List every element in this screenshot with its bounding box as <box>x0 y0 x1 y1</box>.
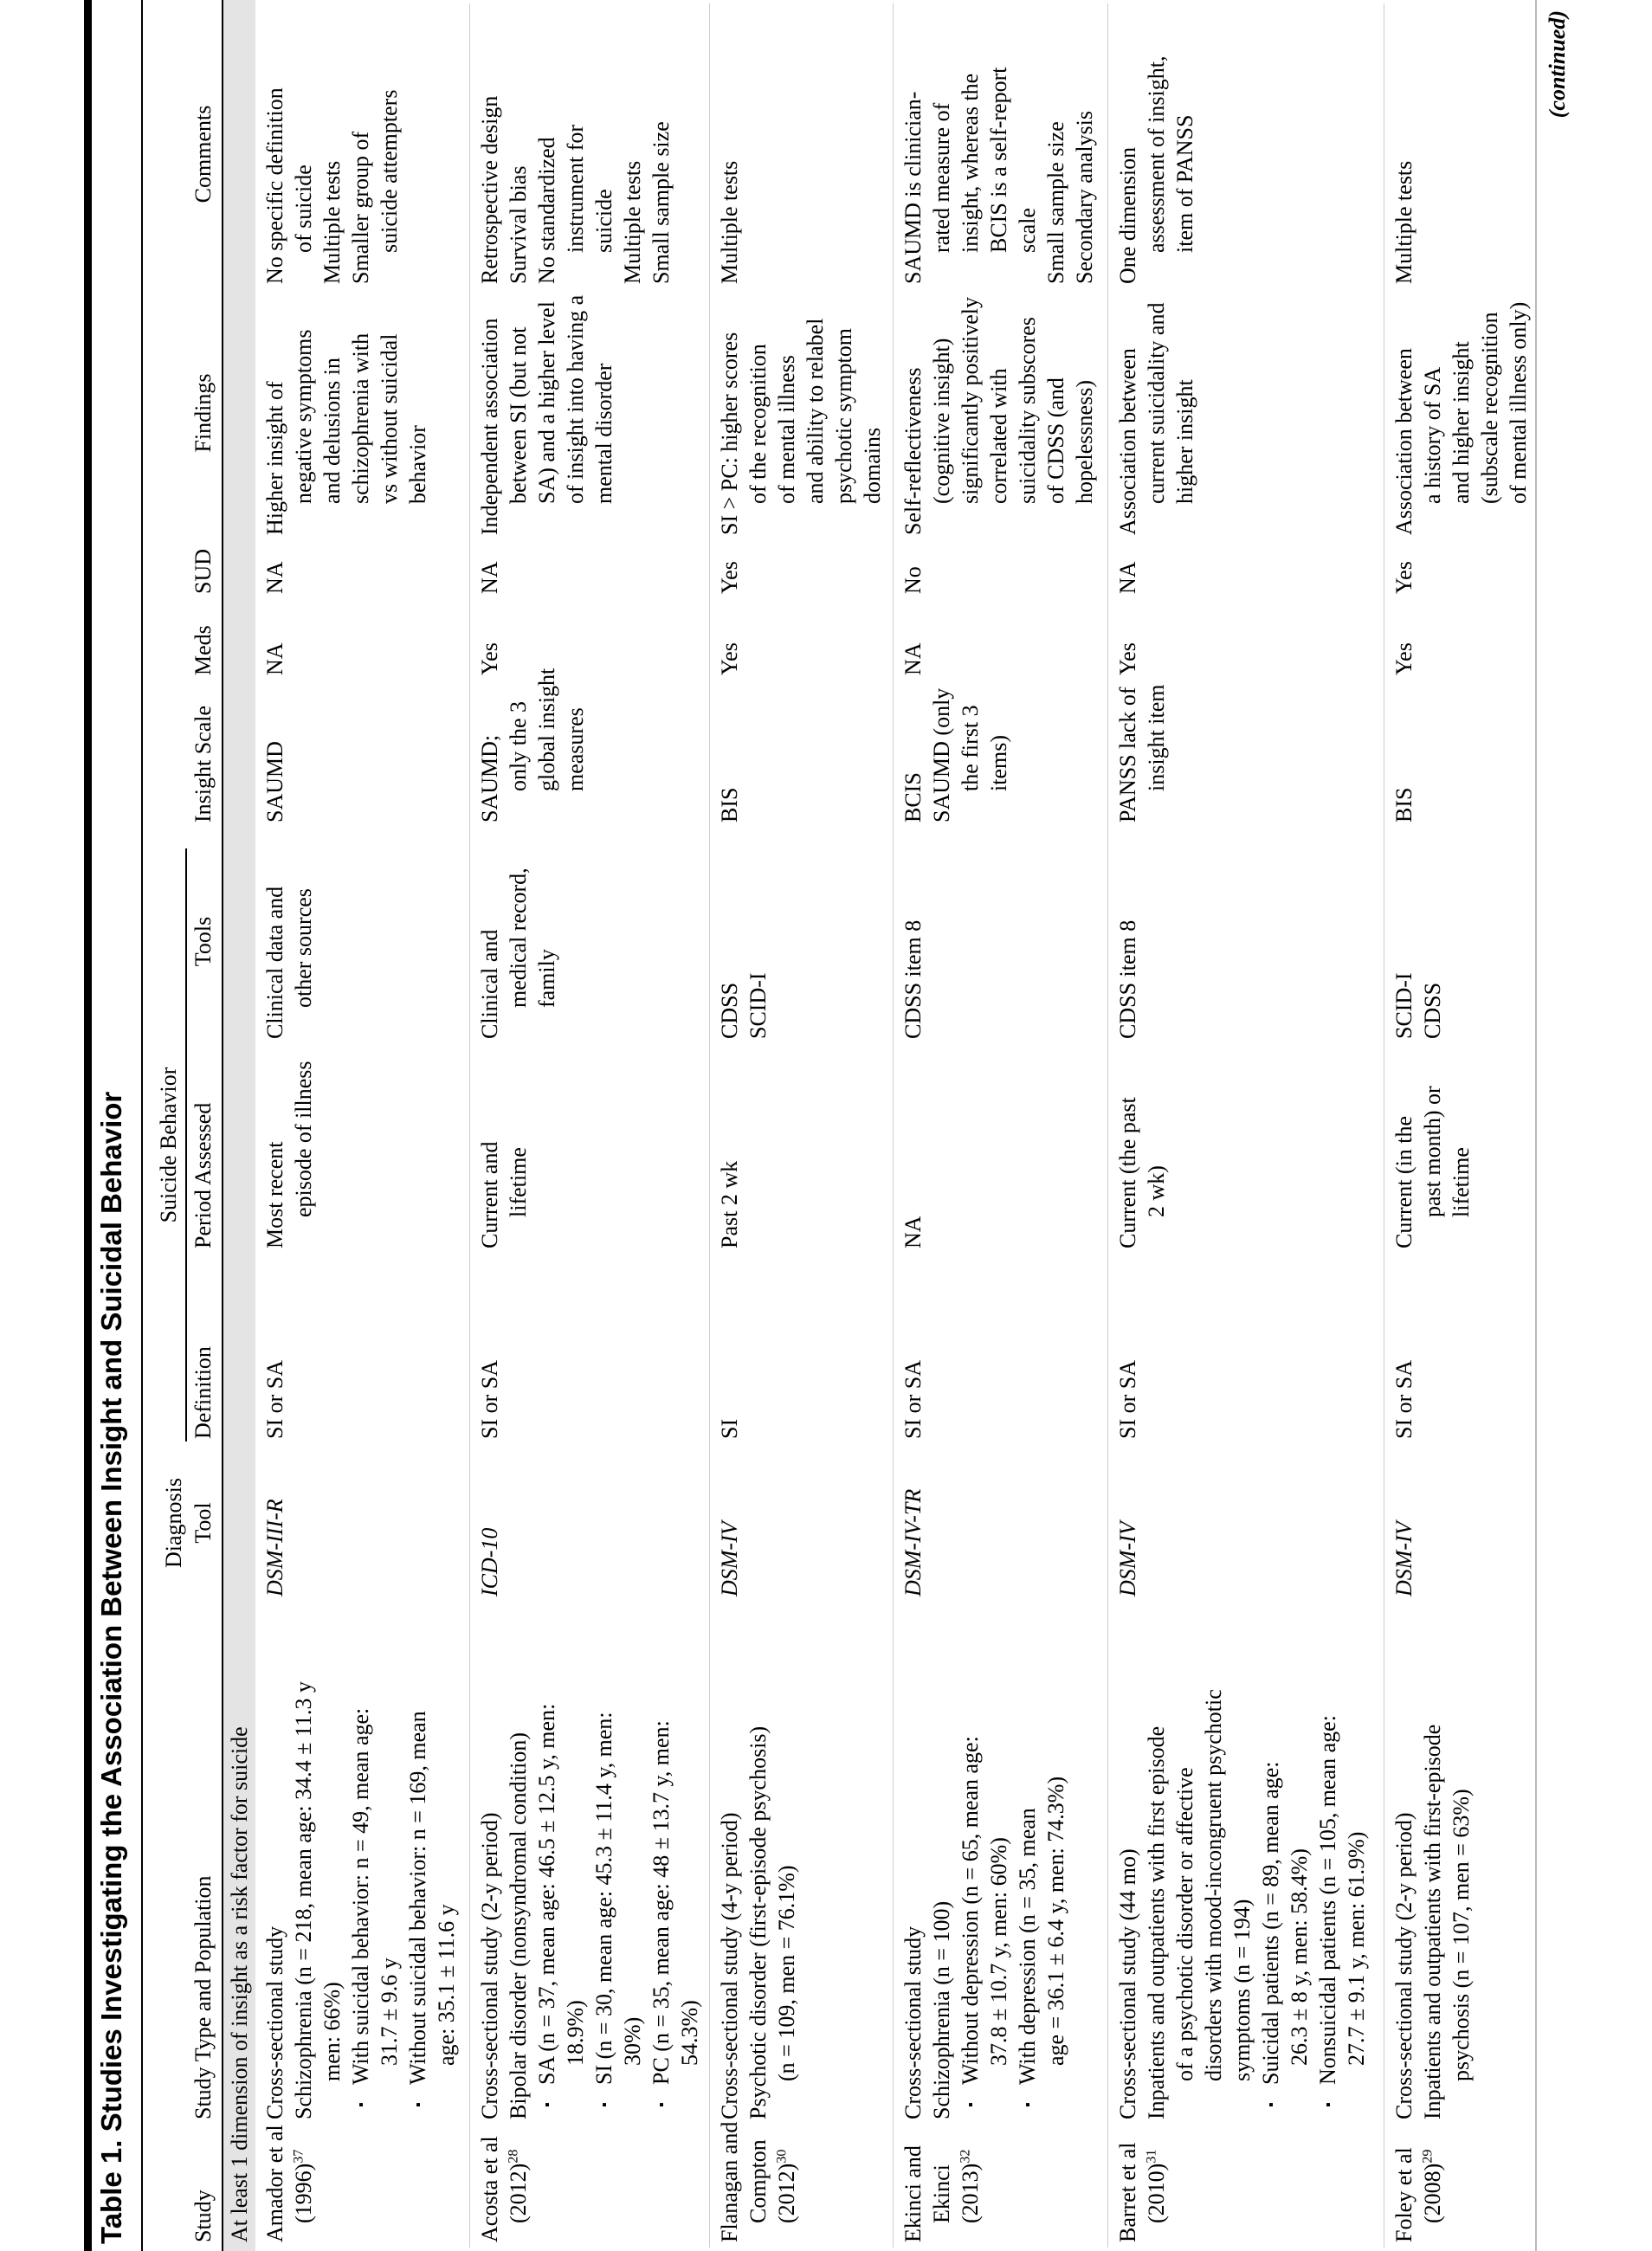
row-divider <box>469 3 470 2248</box>
cell-line: negative symptoms <box>291 329 316 504</box>
cell-line: episode of illness <box>291 1061 316 1217</box>
cell-sud-row5 <box>1390 540 1418 594</box>
cell-line: mental disorder <box>591 363 616 504</box>
cell-line: BCIS <box>900 772 926 822</box>
reference-superscript: 30 <box>774 2149 790 2164</box>
cell-comments-row5 <box>1390 37 1418 284</box>
bullet-square-icon: ▪ <box>354 2102 369 2107</box>
bullet-square-icon: ▪ <box>540 2102 555 2107</box>
cell-line: age: 35.1 ± 11.6 y <box>434 1904 459 2066</box>
cell-line: and higher insight <box>1449 341 1474 504</box>
cell-line: SAUMD; <box>477 734 502 822</box>
cell-findings-row2 <box>715 291 887 535</box>
cell-line: higher insight <box>1172 379 1197 504</box>
cell-diagnosis-row5 <box>1390 1449 1418 1596</box>
cell-line: instrument for <box>563 124 588 253</box>
cell-line: 30%) <box>620 2016 645 2066</box>
cell-comments-row2 <box>715 37 744 284</box>
reference-superscript: 31 <box>1144 2149 1159 2164</box>
reference-superscript: 32 <box>958 2149 973 2164</box>
bullet-square-icon: ▪ <box>597 2102 612 2107</box>
cell-line: BIS <box>1391 787 1416 822</box>
cell-line: CDSS <box>1420 982 1445 1039</box>
cell-line: Amador et al <box>262 2125 287 2242</box>
cell-tools-row1 <box>475 844 561 1039</box>
cell-line: Past 2 wk <box>717 1160 742 1248</box>
cell-line: Small sample size <box>649 121 674 284</box>
cell-line: NA <box>262 561 287 594</box>
cell-sud-row0 <box>261 540 289 594</box>
cell-study-row3 <box>899 2121 984 2242</box>
cell-line: Yes <box>717 642 742 675</box>
cell-insight-row3 <box>899 680 1013 822</box>
cell-insight-row2 <box>715 680 744 822</box>
column-header-definition: Definition <box>190 1346 216 1439</box>
cell-study-row1 <box>475 2121 532 2242</box>
cell-definition-row5 <box>1390 1270 1418 1439</box>
cell-population-row5 <box>1390 1619 1475 2119</box>
cell-line: (2013)$^{32}$ <box>958 2149 983 2223</box>
cell-line: Schizophrenia (n = 100) <box>929 1900 954 2119</box>
cell-findings-row4 <box>1113 291 1199 535</box>
cell-diagnosis-row3 <box>899 1449 927 1596</box>
cell-line: Multiple tests <box>717 160 742 284</box>
cell-line: Retrospective design <box>477 95 502 284</box>
cell-line: Clinical data and <box>262 886 287 1039</box>
cell-tools-row3 <box>899 844 927 1039</box>
table-bottom-rule <box>1535 0 1537 2251</box>
cell-population-row1 <box>475 1619 704 2119</box>
cell-line: SCID-I <box>745 972 771 1039</box>
cell-line: SAUMD is clinician- <box>900 91 926 284</box>
cell-line: (subscale recognition <box>1477 312 1502 504</box>
cell-line: ▪ SA (n = 37, mean age: 46.5 ± 12.5 y, men: <box>532 1619 561 2119</box>
cell-study-row0 <box>261 2121 318 2242</box>
cell-line: suicide <box>591 189 616 253</box>
column-header-diagnosis-line1: Diagnosis <box>161 1478 186 1568</box>
cell-population-row0 <box>261 1619 461 2119</box>
column-header-sud: SUD <box>190 548 216 594</box>
cell-line: DSM-IV <box>1391 1521 1416 1596</box>
cell-line: CDSS item 8 <box>1115 919 1140 1039</box>
cell-line: CDSS <box>717 982 742 1039</box>
cell-line: (2008)$^{29}$ <box>1420 2149 1445 2223</box>
cell-line: insight item <box>1144 684 1169 791</box>
cell-line: (1996)$^{37}$ <box>291 2149 316 2223</box>
cell-line: Association between <box>1115 348 1140 535</box>
cell-line: Multiple tests <box>1391 160 1416 284</box>
cell-findings-row0 <box>261 291 432 535</box>
cell-line: and ability to relabel <box>803 318 828 504</box>
cell-line: SI or SA <box>477 1359 502 1439</box>
cell-line: Yes <box>1115 642 1140 675</box>
cell-line: Self-reflectiveness <box>900 367 926 535</box>
cell-line: Independent association <box>477 318 502 535</box>
bullet-square-icon: ▪ <box>411 2102 426 2107</box>
cell-line: ▪ With depression (n = 35, mean <box>1013 1619 1042 2119</box>
cell-period-row5 <box>1390 1054 1475 1248</box>
cell-line: One dimension <box>1115 146 1140 284</box>
cell-line: Ekinci and <box>900 2145 926 2242</box>
cell-line: NA <box>900 642 926 675</box>
cell-line: Foley et al <box>1391 2147 1416 2242</box>
cell-insight-row0 <box>261 680 289 822</box>
cell-line: rated measure of <box>929 102 954 253</box>
bullet-square-icon: ▪ <box>655 2102 669 2107</box>
cell-meds-row3 <box>899 606 927 675</box>
cell-population-row4 <box>1113 1619 1371 2119</box>
cell-line: item of PANSS <box>1172 114 1197 253</box>
cell-line: Yes <box>717 561 742 594</box>
cell-line: schizophrenia with <box>348 332 373 504</box>
cell-comments-row3 <box>899 37 1099 284</box>
table-title: Table 1. Studies Investigating the Association Between Insight and Suicidal Behavior <box>95 1091 127 2244</box>
reference-superscript: 37 <box>291 2149 307 2164</box>
cell-line: 18.9%) <box>563 2000 588 2066</box>
cell-line: lifetime <box>1449 1147 1474 1217</box>
cell-definition-row0 <box>261 1270 289 1439</box>
cell-line: ▪ Without depression (n = 65, mean age: <box>956 1619 984 2119</box>
cell-line: suicidality subscores <box>1015 317 1040 504</box>
cell-line: measures <box>563 707 588 791</box>
cell-line: (cognitive insight) <box>929 338 954 504</box>
cell-line: of CDSS (and <box>1043 377 1068 504</box>
column-header-suicide-behavior: Suicide Behavior <box>156 1067 181 1223</box>
cell-line: PANSS lack of <box>1115 687 1140 822</box>
cell-line: SAUMD (only <box>929 687 954 822</box>
cell-findings-row1 <box>475 291 618 535</box>
cell-line: SA) and a higher level <box>534 301 559 504</box>
column-header-insight: Insight Scale <box>190 705 216 822</box>
cell-findings-row3 <box>899 291 1099 535</box>
cell-line: DSM-IV-TR <box>900 1488 926 1596</box>
cell-line: 26.3 ± 8 y, men: 58.4%) <box>1287 1848 1312 2066</box>
cell-line: 37.8 ± 10.7 y, men: 60%) <box>986 1837 1011 2066</box>
cell-line: ▪ Suicidal patients (n = 89, mean age: <box>1256 1619 1285 2119</box>
cell-line: symptoms (n = 194) <box>1229 1899 1255 2081</box>
cell-diagnosis-row2 <box>715 1449 744 1596</box>
cell-line: of the recognition <box>745 344 771 504</box>
cell-definition-row1 <box>475 1270 504 1439</box>
cell-line: SI <box>717 1418 742 1439</box>
cell-line: Current (in the <box>1391 1115 1416 1248</box>
cell-line: Schizophrenia (n = 218, mean age: 34.4 ± 11.3 y <box>291 1681 316 2119</box>
row-divider <box>1107 3 1108 2248</box>
cell-line: NA <box>1115 561 1140 594</box>
cell-line: correlated with <box>986 368 1011 504</box>
cell-line: lifetime <box>506 1147 531 1217</box>
cell-findings-row5 <box>1390 291 1533 535</box>
cell-diagnosis-row0 <box>261 1449 289 1596</box>
cell-tools-row5 <box>1390 844 1447 1039</box>
cell-line: CDSS item 8 <box>900 919 926 1039</box>
cell-line: Association between <box>1391 348 1416 535</box>
column-header-tools: Tools <box>190 916 216 967</box>
cell-line: SAUMD <box>262 741 287 822</box>
column-header-findings: Findings <box>190 373 216 453</box>
cell-sud-row3 <box>899 540 927 594</box>
cell-line: of insight into having a <box>563 294 588 504</box>
cell-line: ▪ Nonsuicidal patients (n = 105, mean age: <box>1313 1619 1342 2119</box>
column-header-period: Period Assessed <box>190 1102 216 1248</box>
cell-line: Cross-sectional study (4-y period) <box>717 1812 742 2119</box>
rule-under-title <box>141 0 143 2251</box>
cell-line: current suicidality and <box>1144 302 1169 504</box>
cell-line: Ekinci <box>929 2164 954 2223</box>
cell-line: Small sample size <box>1043 121 1068 284</box>
cell-line: significantly positively <box>958 296 983 504</box>
cell-line: assessment of insight, <box>1144 55 1169 253</box>
cell-meds-row1 <box>475 606 504 675</box>
cell-line: Yes <box>1391 561 1416 594</box>
cell-meds-row2 <box>715 606 744 675</box>
cell-line: scale <box>1015 208 1040 253</box>
cell-line: Cross-sectional study (44 mo) <box>1115 1848 1140 2119</box>
cell-study-row4 <box>1113 2121 1171 2242</box>
cell-comments-row0 <box>261 37 403 284</box>
cell-line: global insight <box>534 668 559 791</box>
cell-line: Higher insight of <box>262 381 287 535</box>
cell-diagnosis-row4 <box>1113 1449 1142 1596</box>
cell-line: items) <box>986 735 1011 791</box>
cell-line: SI or SA <box>1391 1359 1416 1439</box>
cell-line: NA <box>262 642 287 675</box>
column-header-comments: Comments <box>190 105 216 203</box>
cell-period-row4 <box>1113 1054 1171 1248</box>
cell-diagnosis-row1 <box>475 1449 504 1596</box>
bullet-square-icon: ▪ <box>1021 2102 1036 2107</box>
cell-period-row0 <box>261 1054 318 1248</box>
cell-line: 2 wk) <box>1144 1165 1169 1217</box>
cell-line: and delusions in <box>319 358 345 504</box>
cell-line: Current (the past <box>1115 1097 1140 1248</box>
cell-line: Yes <box>1391 642 1416 675</box>
cell-insight-row4 <box>1113 680 1171 822</box>
cell-line: (2012)$^{30}$ <box>774 2149 799 2223</box>
cell-line: of a psychotic disorder or affective <box>1172 1767 1197 2081</box>
cell-line: (2010)$^{31}$ <box>1144 2149 1169 2223</box>
cell-line: past month) or <box>1420 1086 1445 1217</box>
cell-line: ▪ Without suicidal behavior: n = 169, mean <box>403 1619 432 2119</box>
cell-line: other sources <box>291 888 316 1008</box>
cell-line: ICD-10 <box>477 1527 502 1596</box>
cell-line: Smaller group of <box>348 131 373 284</box>
cell-line: men: 66%) <box>319 1982 345 2081</box>
column-header-diagnosis-line2: Tool <box>190 1502 216 1544</box>
cell-line: Inpatients and outpatients with first episode <box>1144 1725 1169 2119</box>
row-divider <box>709 3 710 2248</box>
cell-line: 54.3%) <box>677 2000 702 2066</box>
table-top-rule <box>84 0 92 2251</box>
cell-population-row2 <box>715 1619 801 2119</box>
cell-line: Yes <box>477 642 502 675</box>
cell-line: of mental illness <box>774 355 799 504</box>
cell-line: psychotic symptom <box>831 328 856 504</box>
cell-line: only the 3 <box>506 701 531 791</box>
reference-superscript: 28 <box>506 2149 521 2164</box>
cell-tools-row0 <box>261 844 318 1039</box>
cell-period-row2 <box>715 1054 744 1248</box>
cell-line: Inpatients and outpatients with first-episode <box>1420 1724 1445 2119</box>
continued-note: (continued) <box>1545 10 1570 119</box>
cell-line: (2012)$^{28}$ <box>506 2149 531 2223</box>
cell-line: SI or SA <box>900 1359 926 1439</box>
cell-line: insight, whereas the <box>958 73 983 253</box>
cell-period-row1 <box>475 1054 532 1248</box>
cell-comments-row1 <box>475 37 675 284</box>
cell-sud-row2 <box>715 540 744 594</box>
cell-line: vs without suicidal <box>377 333 402 504</box>
column-header-study: Study <box>190 2190 216 2242</box>
suicide-behavior-span-rule <box>185 848 187 1442</box>
cell-line: ▪ With suicidal behavior: n = 49, mean age: <box>346 1619 375 2119</box>
cell-insight-row5 <box>1390 680 1418 822</box>
cell-line: Survival bias <box>506 165 531 284</box>
cell-line: Compton <box>745 2139 771 2223</box>
cell-sud-row1 <box>475 540 504 594</box>
cell-line: Bipolar disorder (nonsyndromal condition) <box>506 1732 531 2119</box>
cell-line: ▪ PC (n = 35, mean age: 48 ± 13.7 y, men: <box>647 1619 675 2119</box>
cell-line: behavior <box>405 425 430 504</box>
cell-line: the first 3 <box>958 705 983 791</box>
cell-period-row3 <box>899 1054 927 1248</box>
bullet-square-icon: ▪ <box>1321 2102 1336 2107</box>
cell-line: disorders with mood-incongruent psychotic <box>1201 1689 1226 2081</box>
cell-line: a history of SA <box>1420 366 1445 504</box>
cell-line: Cross-sectional study (2-y period) <box>1391 1812 1416 2119</box>
cell-line: SI > PC: higher scores <box>717 332 742 535</box>
cell-line: NA <box>900 1216 926 1248</box>
cell-line: BCIS is a self-report <box>986 67 1011 253</box>
cell-line: Current and <box>477 1141 502 1248</box>
cell-line: psychosis (n = 107, men = 63%) <box>1449 1789 1474 2081</box>
cell-line: Cross-sectional study (2-y period) <box>477 1812 502 2119</box>
reference-superscript: 29 <box>1420 2149 1436 2164</box>
cell-definition-row3 <box>899 1270 927 1439</box>
cell-line: age = 36.1 ± 6.4 y, men: 74.3%) <box>1043 1776 1068 2066</box>
cell-line: Most recent <box>262 1141 287 1248</box>
cell-line: SI or SA <box>1115 1359 1140 1439</box>
cell-meds-row5 <box>1390 606 1418 675</box>
cell-line: (n = 109, men = 76.1%) <box>774 1865 799 2081</box>
cell-line: SCID-I <box>1391 972 1416 1039</box>
row-divider <box>893 3 894 2248</box>
cell-line: suicide attempters <box>377 89 402 253</box>
cell-study-row2 <box>715 2121 801 2242</box>
cell-line: Multiple tests <box>319 160 345 284</box>
cell-line: Cross-sectional study <box>262 1925 287 2119</box>
section-header-text: At least 1 dimension of insight as a risk factor for suicide <box>227 1726 252 2242</box>
cell-line: Psychotic disorder (first-episode psychosis) <box>745 1725 771 2119</box>
column-header-meds: Meds <box>190 625 216 675</box>
cell-comments-row4 <box>1113 37 1199 284</box>
cell-line: Cross-sectional study <box>900 1925 926 2119</box>
cell-line: No <box>900 566 926 594</box>
cell-line: of suicide <box>291 164 316 253</box>
cell-line: between SI (but not <box>506 326 531 504</box>
bullet-square-icon: ▪ <box>964 2102 978 2107</box>
cell-line: DSM-IV <box>1115 1521 1140 1596</box>
cell-study-row5 <box>1390 2121 1447 2242</box>
cell-line: hopelessness) <box>1072 380 1097 504</box>
cell-line: DSM-III-R <box>262 1499 287 1596</box>
cell-meds-row4 <box>1113 606 1142 675</box>
cell-line: No specific definition <box>262 87 287 284</box>
cell-line: Barret et al <box>1115 2142 1140 2242</box>
cell-meds-row0 <box>261 606 289 675</box>
cell-line: family <box>534 949 559 1008</box>
cell-line: ▪ SI (n = 30, mean age: 45.3 ± 11.4 y, men: <box>590 1619 618 2119</box>
cell-line: DSM-IV <box>717 1521 742 1596</box>
cell-line: domains <box>860 427 885 504</box>
cell-line: Acosta et al <box>477 2136 502 2242</box>
cell-line: medical record, <box>506 868 531 1008</box>
cell-insight-row1 <box>475 668 590 822</box>
cell-tools-row2 <box>715 844 772 1039</box>
cell-definition-row4 <box>1113 1270 1142 1439</box>
cell-line: 27.7 ± 9.1 y, men: 61.9%) <box>1344 1831 1369 2066</box>
cell-line: Multiple tests <box>620 160 645 284</box>
cell-line: BIS <box>717 787 742 822</box>
cell-sud-row4 <box>1113 540 1142 594</box>
cell-line: of mental illness only) <box>1506 301 1531 504</box>
cell-population-row3 <box>899 1619 1070 2119</box>
cell-line: Flanagan and <box>717 2121 742 2242</box>
cell-definition-row2 <box>715 1270 744 1439</box>
column-header-population: Study Type and Population <box>190 1875 216 2119</box>
cell-line: Clinical and <box>477 929 502 1039</box>
cell-tools-row4 <box>1113 844 1142 1039</box>
cell-line: Secondary analysis <box>1072 110 1097 284</box>
cell-line: SI or SA <box>262 1359 287 1439</box>
cell-line: No standardized <box>534 137 559 284</box>
cell-line: 31.7 ± 9.6 y <box>377 1958 402 2066</box>
bullet-square-icon: ▪ <box>1264 2102 1279 2107</box>
cell-line: NA <box>477 561 502 594</box>
